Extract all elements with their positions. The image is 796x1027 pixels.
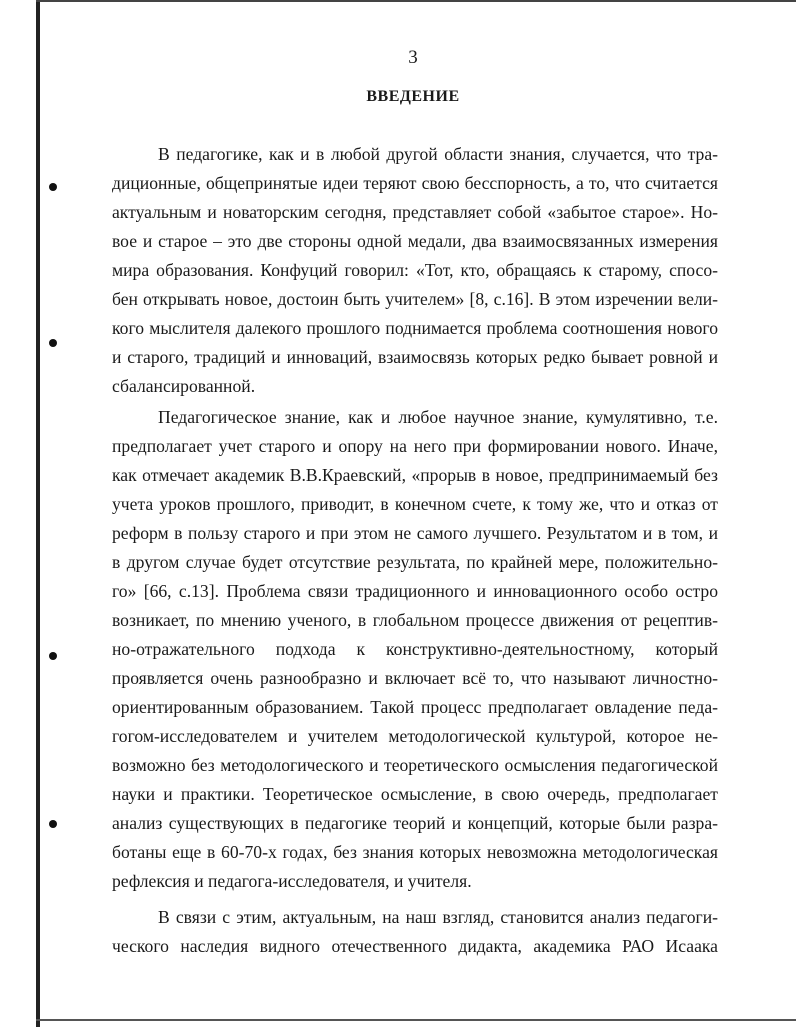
text-line: но-отражательного подхода к конструктивно-деятельностному, который [112,639,718,659]
page-number: 3 [408,47,418,68]
text-line: проявляется очень разнообразно и включает всё то, что называют личностно- [112,668,718,688]
text-line: мира образования. Конфуций говорил: «Тот, кто, обращаясь к старому, спосо- [112,260,718,280]
text-line: возможно без методологического и теоретического осмысления педагогической [112,755,718,775]
text-line: учета уроков прошлого, приводит, в конечном счете, к тому же, что и отказ от [112,494,718,514]
text-line: как отмечает академик В.В.Краевский, «прорыв в новое, предпринимаемый без [112,465,718,485]
text-line: науки и практики. Теоретическое осмысление, в свою очередь, предполагает [112,784,718,804]
text-line: реформ в пользу старого и при этом не самого лучшего. Результатом и в том, и [112,523,718,543]
page-title: ВВЕДЕНИЕ [366,88,460,105]
text-line: ботаны еще в 60-70-х годах, без знания которых невозможна методологическая [112,842,718,862]
binding-hole-mark [49,652,57,660]
scan-top-edge [36,0,796,2]
text-line: в другом случае будет отсутствие результата, по крайней мере, положительно- [112,552,718,572]
text-line: го» [66, с.13]. Проблема связи традиционного и инновационного особо остро [112,581,718,601]
text-line: рефлексия и педагога-исследователя, и учителя. [112,871,472,891]
text-line: диционные, общепринятые идеи теряют свою бесспорность, а то, что считается [112,173,718,193]
text-line: В педагогике, как и в любой другой области знания, случается, что тра- [158,144,718,164]
text-line: вое и старое – это две стороны одной медали, два взаимосвязанных измерения [112,231,718,251]
text-line: ческого наследия видного отечественного дидакта, академика РАО Исаака [112,936,718,956]
text-line: возникает, по мнению ученого, в глобальном процессе движения от рецептив- [112,610,718,630]
text-line: анализ существующих в педагогике теорий и концепций, которые были разра- [112,813,718,833]
binding-hole-mark [49,183,57,191]
scan-bottom-edge [36,1019,796,1021]
text-line: гогом-исследователем и учителем методологической культурой, которое не- [112,726,718,746]
binding-hole-mark [49,339,57,347]
binding-hole-mark [49,820,57,828]
text-line: бен открывать новое, достоин быть учителем» [8, с.16]. В этом изречении вели- [112,289,718,309]
text-line: предполагает учет старого и опору на него при формировании нового. Иначе, [112,436,718,456]
text-line: Педагогическое знание, как и любое научное знание, кумулятивно, т.е. [158,407,718,427]
scan-left-edge [36,0,40,1027]
text-line: сбалансированной. [112,376,256,396]
text-line: кого мыслителя далекого прошлого поднимается проблема соотношения нового [112,318,718,338]
text-line: В связи с этим, актуальным, на наш взгляд, становится анализ педагоги- [158,907,718,927]
text-line: ориентированным образованием. Такой процесс предполагает овладение педа- [112,697,718,717]
text-line: актуальным и новаторским сегодня, представляет собой «забытое старое». Но- [112,202,718,222]
text-line: и старого, традиций и инноваций, взаимосвязь которых редко бывает ровной и [112,347,718,367]
